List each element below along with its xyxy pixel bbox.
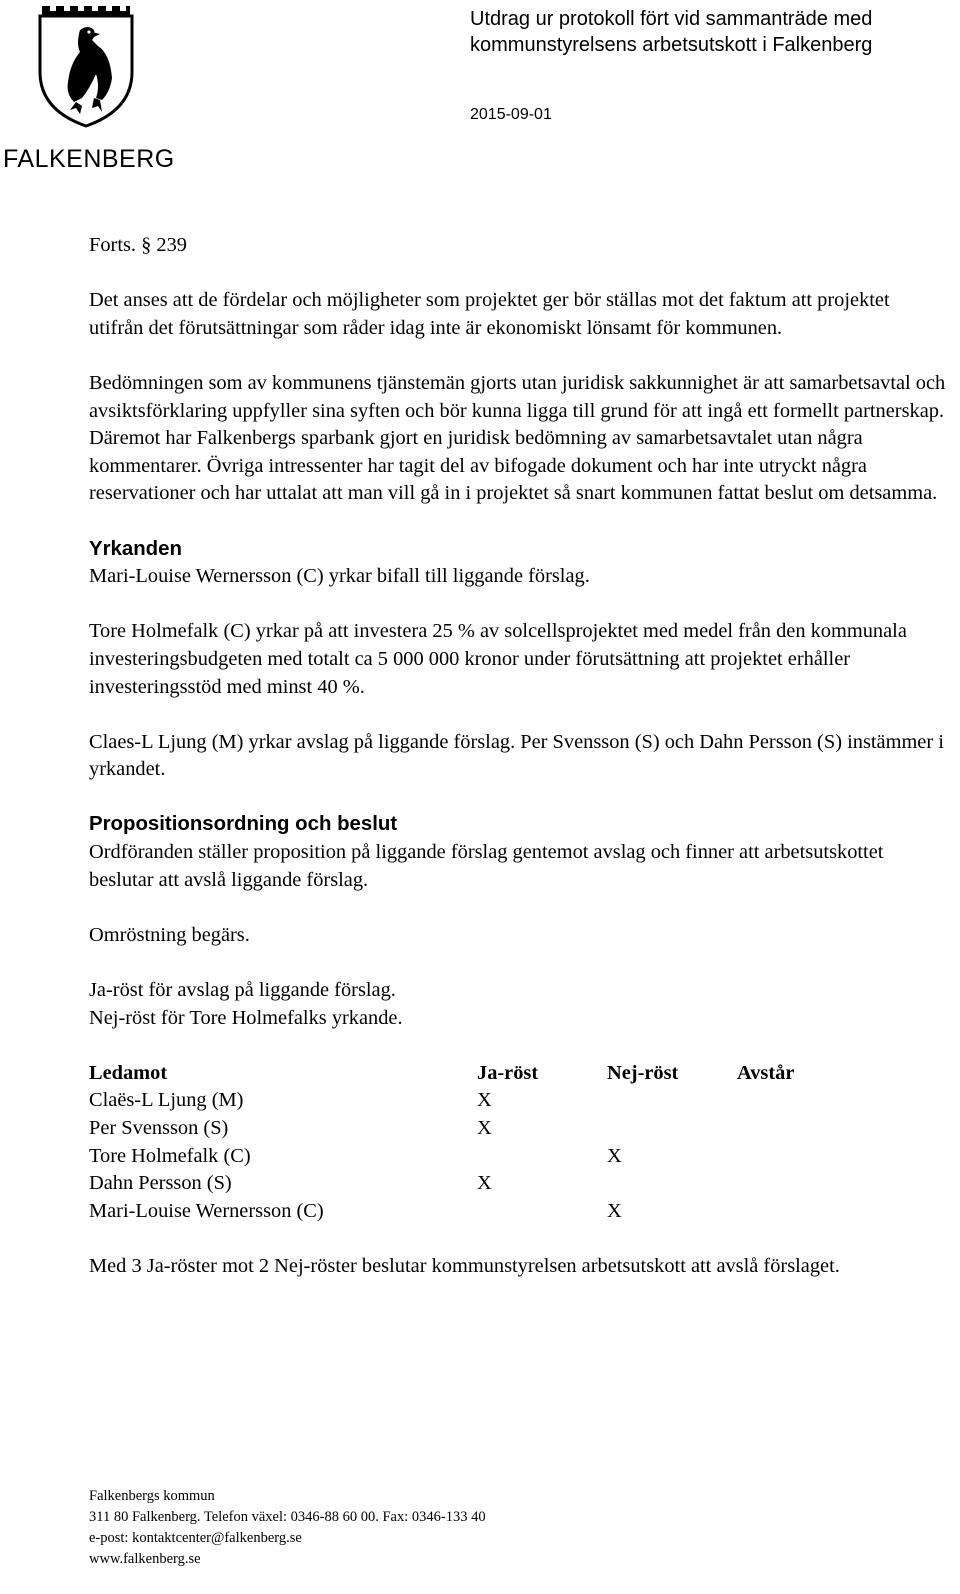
document-title — [470, 6, 872, 58]
ja-vote — [477, 1198, 607, 1226]
table-row — [89, 1170, 857, 1198]
ja-vote: X — [477, 1172, 492, 1195]
footer-contact — [89, 1486, 486, 1570]
nej-rost-definition: Nej-röst för Tore Holmefalks yrkande. — [89, 1006, 403, 1029]
table-row — [89, 1143, 857, 1171]
nej-vote — [607, 1115, 737, 1143]
paragraph-assessment: Bedömningen som av kommunens tjänstemän gjorts utan juridisk sakkunnighet är att samarbetsavtal och avsiktsförklaring uppfyller sina syften och bör kunna ligga till grund för att ingå ett formellt partnerskap. Däremot har Falkenbergs sparbank gjort en juridisk bedömning av samarbetsavtalet utan några kommentarer. Övriga intressenter har tagit del av bifogade dokument och har inte utryckt några reservationer och har uttalat att man vill gå in i projektet så snart kommunen fattat beslut om detsamma. — [89, 371, 946, 505]
paragraph-proposition: Ordföranden ställer proposition på liggande förslag gentemot avslag och finner att arbetsutskottet beslutar att avslå liggande förslag. — [89, 841, 884, 891]
document-date: 2015-09-01 — [470, 106, 552, 123]
document-title-line-1: Utdrag ur protokoll fört vid sammanträde med — [470, 8, 873, 30]
section-reference: Forts. § 239 — [89, 234, 188, 256]
document-body — [89, 232, 949, 1281]
heading-propositionsordning: Propositionsordning och beslut — [89, 813, 398, 836]
yrkande-wernersson: Mari-Louise Wernersson (C) yrkar bifall till liggande förslag. — [89, 565, 590, 588]
yrkande-ljung: Claes-L Ljung (M) yrkar avslag på liggande förslag. Per Svensson (S) och Dahn Persson (S) instämmer i yrkandet. — [89, 730, 944, 781]
footer-address-phone: 311 80 Falkenberg. Telefon växel: 0346-88 60 00. Fax: 0346-133 40 — [89, 1509, 486, 1525]
table-row — [89, 1115, 857, 1143]
footer-website: www.falkenberg.se — [89, 1551, 201, 1567]
vote-table-header — [89, 1060, 857, 1088]
ja-vote — [477, 1143, 607, 1171]
paragraph-omrostning: Omröstning begärs. — [89, 923, 250, 946]
ja-rost-definition: Ja-röst för avslag på liggande förslag. — [89, 979, 396, 1002]
ja-vote: X — [477, 1117, 492, 1139]
nej-vote: X — [607, 1144, 622, 1167]
vote-table — [89, 1060, 857, 1226]
yrkande-holmefalk: Tore Holmefalk (C) yrkar på att investera 25 % av solcellsprojektet med medel från den kommunala investeringsbudgeten med totalt ca 5 000 000 kronor under förutsättning att projektet erhåller investeringsstöd med minst 40 %. — [89, 620, 907, 698]
abstain-vote — [737, 1087, 857, 1115]
header-ledamot: Ledamot — [89, 1061, 168, 1084]
abstain-vote — [737, 1143, 857, 1171]
paragraph-conclusion: Med 3 Ja-röster mot 2 Nej-röster beslutar kommunstyrelsen arbetsutskott att avslå förslaget. — [89, 1254, 840, 1277]
member-name: Dahn Persson (S) — [89, 1172, 232, 1195]
footer-email: e-post: kontaktcenter@falkenberg.se — [89, 1530, 302, 1546]
nej-vote — [607, 1087, 737, 1115]
member-name: Per Svensson (S) — [89, 1117, 229, 1139]
ja-vote: X — [477, 1089, 492, 1112]
table-row — [89, 1198, 857, 1226]
document-title-line-2: kommunstyrelsens arbetsutskott i Falkenberg — [470, 34, 873, 56]
header-avstar: Avstår — [737, 1061, 795, 1084]
abstain-vote — [737, 1115, 857, 1143]
header-nej-rost: Nej-röst — [607, 1061, 679, 1084]
member-name: Tore Holmefalk (C) — [89, 1144, 251, 1167]
coat-of-arms-logo — [36, 2, 136, 128]
table-row — [89, 1087, 857, 1115]
nej-vote — [607, 1170, 737, 1198]
abstain-vote — [737, 1198, 857, 1226]
paragraph-economy: Det anses att de fördelar och möjligheter som projektet ger bör ställas mot det faktum att projektet utifrån det förutsättningar som råder idag inte är ekonomiskt lönsamt för kommunen. — [89, 289, 890, 339]
nej-vote: X — [607, 1199, 622, 1222]
falkenberg-wordmark: FALKENBERG — [3, 145, 175, 173]
header-ja-rost: Ja-röst — [477, 1061, 539, 1084]
footer-org-name: Falkenbergs kommun — [89, 1488, 215, 1504]
member-name: Claës-L Ljung (M) — [89, 1089, 244, 1112]
member-name: Mari-Louise Wernersson (C) — [89, 1199, 324, 1222]
heading-yrkanden: Yrkanden — [89, 537, 182, 560]
abstain-vote — [737, 1170, 857, 1198]
